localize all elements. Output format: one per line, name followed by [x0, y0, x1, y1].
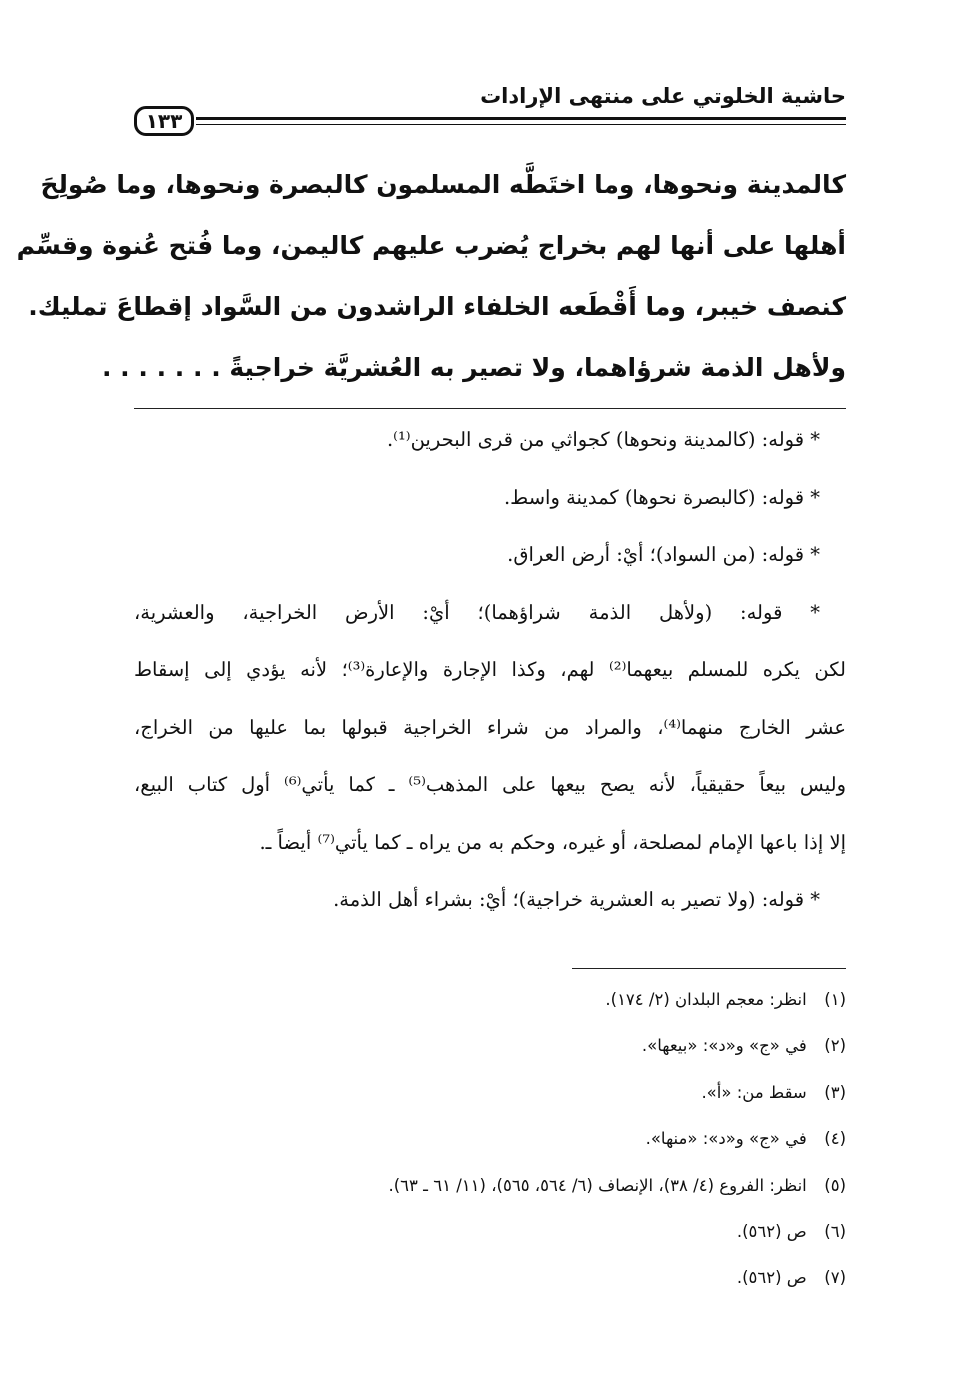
- footnote-rule: [572, 968, 846, 969]
- footnote-number: (٢): [824, 1036, 846, 1056]
- footnote-text: ص (٥٦٢).: [736, 1221, 807, 1241]
- commentary-line: * قوله: (من السواد)؛ أيْ: أرض العراق.: [507, 543, 820, 566]
- footnote-text: ص (٥٦٢).: [736, 1268, 807, 1288]
- footnote-item: [134, 982, 846, 1028]
- footnote-text: انظر: معجم البلدان (٢/ ١٧٤).: [605, 990, 807, 1009]
- footnote-item: [134, 1168, 846, 1214]
- footnote-text: انظر: الفروع (٤/ ٣٨)، الإنصاف (٦/ ٥٦٤، ٥٦٥)، (١١/ ٦١ ـ ٦٣).: [388, 1175, 807, 1195]
- footnote-number: (٧): [824, 1268, 846, 1288]
- footnote-item: [134, 1260, 846, 1306]
- commentary-line: وليس بيعاً حقيقياً، لأنه يصح بيعها على المذهب⁽⁵⁾ ـ كما يأتي⁽⁶⁾ أول كتاب البيع،: [134, 773, 847, 796]
- footnote-item: [134, 1075, 846, 1121]
- footnote-text: في «ج» و«د»: «بيعها».: [641, 1036, 807, 1056]
- matn-line: كالمدينة ونحوها، وما اختَطَّه المسلمون كالبصرة ونحوها، وما صُولِحَ: [40, 170, 846, 199]
- commentary-line: إلا إذا باعها الإمام لمصلحة، أو غيره، وحكم به من يراه ـ كما يأتي⁽⁷⁾ أيضاً ـ.: [259, 830, 846, 854]
- commentary-line: لكن يكره للمسلم بيعهما⁽²⁾ لهم، وكذا الإجارة والإعارة⁽³⁾؛ لأنه يؤدي إلى إسقاط: [134, 658, 846, 681]
- footnote-number: (١): [824, 990, 846, 1009]
- commentary-text: [134, 420, 846, 938]
- footnote-item: [134, 1121, 846, 1167]
- footnotes: [134, 982, 846, 1307]
- running-header-title: حاشية الخلوتي على منتهى الإرادات: [480, 84, 846, 108]
- commentary-line: عشر الخارج منهما⁽⁴⁾، والمراد من شراء الخراجية قبولها بما عليها من الخراج،: [134, 715, 846, 739]
- header-rule-thin: [196, 124, 846, 125]
- footnote-number: (٥): [824, 1175, 846, 1195]
- footnote-number: (٣): [824, 1082, 846, 1102]
- commentary-line: * قوله: (ولأهل الذمة شراؤهما)؛ أيْ: الأرض الخراجية، والعشرية،: [134, 600, 820, 624]
- footnote-text: سقط من: «أ».: [701, 1082, 807, 1102]
- footnote-item: [134, 1028, 846, 1074]
- header-rule-thick: [196, 117, 846, 120]
- footnote-item: [134, 1214, 846, 1260]
- matn-divider: [134, 408, 846, 409]
- matn-text: [16, 160, 846, 404]
- page-number: ١٣٣: [134, 106, 194, 136]
- commentary-line: * قوله: (كالبصرة نحوها) كمدينة واسط.: [503, 485, 820, 509]
- footnote-text: في «ج» و«د»: «منها».: [645, 1129, 807, 1149]
- matn-line: أهلها على أنها لهم بخراج يُضرب عليهم كاليمن، وما فُتح عُنوة وقسِّم: [16, 231, 846, 260]
- commentary-line: * قوله: (ولا تصير به العشرية خراجية)؛ أيْ: بشراء أهل الذمة.: [333, 888, 820, 911]
- footnote-number: (٤): [824, 1129, 846, 1149]
- footnote-number: (٦): [824, 1221, 846, 1241]
- matn-line: كنصف خيبر، وما أَقْطَعه الخلفاء الراشدون من السَّواد إقطاعَ تمليك.: [28, 292, 846, 321]
- matn-line: ولأهل الذمة شرؤاهما، ولا تصير به العُشريَّة خراجيةً . . . . . . .: [101, 353, 846, 382]
- commentary-line: * قوله: (كالمدينة ونحوها) كجواثي من قرى البحرين⁽¹⁾.: [386, 428, 820, 451]
